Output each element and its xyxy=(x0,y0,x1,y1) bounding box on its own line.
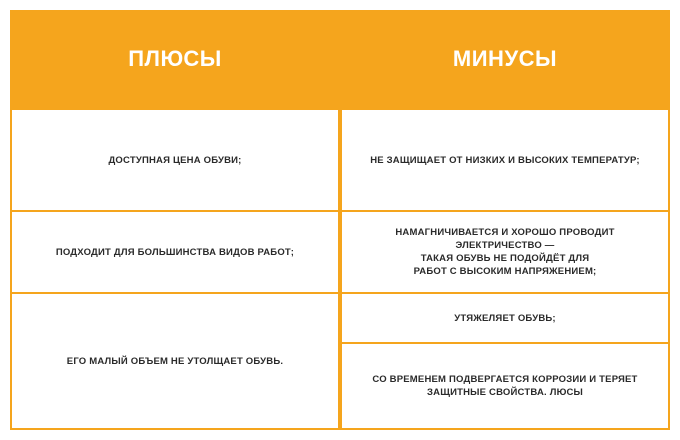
cons-text-1: НЕ ЗАЩИЩАЕТ ОТ НИЗКИХ И ВЫСОКИХ ТЕМПЕРАТУР; xyxy=(370,154,640,166)
table-header xyxy=(10,10,670,108)
pros-text-1: ДОСТУПНАЯ ЦЕНА ОБУВИ; xyxy=(108,154,242,166)
cons-text-3: УТЯЖЕЛЯЕТ ОБУВЬ; xyxy=(454,312,556,324)
cons-text-2: НАМАГНИЧИВАЕТСЯ И ХОРОШО ПРОВОДИТ ЭЛЕКТРИЧЕСТВО — ТАКАЯ ОБУВЬ НЕ ПОДОЙДЁТ ДЛЯ РАБОТ С ВЫСОКИМ НАПРЯЖЕНИЕМ; xyxy=(395,227,615,277)
pros-cell-1 xyxy=(12,110,338,210)
pros-cons-table xyxy=(10,10,670,430)
cons-cell-3 xyxy=(342,294,668,342)
cons-header: МИНУСЫ xyxy=(452,46,558,71)
cons-text-4: СО ВРЕМЕНЕМ ПОДВЕРГАЕТСЯ КОРРОЗИИ И ТЕРЯЕТ ЗАЩИТНЫЕ СВОЙСТВА. ЛЮСЫ xyxy=(372,374,638,398)
cons-cell-1 xyxy=(342,110,668,210)
cons-cell-4 xyxy=(342,344,668,428)
cons-cell-2 xyxy=(342,212,668,292)
pros-header: ПЛЮСЫ xyxy=(128,46,222,71)
pros-text-3: ЕГО МАЛЫЙ ОБЪЕМ НЕ УТОЛЩАЕТ ОБУВЬ. xyxy=(66,355,284,367)
pros-text-2: ПОДХОДИТ ДЛЯ БОЛЬШИНСТВА ВИДОВ РАБОТ; xyxy=(55,246,295,258)
pros-cell-2 xyxy=(12,212,338,292)
pros-cell-3 xyxy=(12,294,338,428)
